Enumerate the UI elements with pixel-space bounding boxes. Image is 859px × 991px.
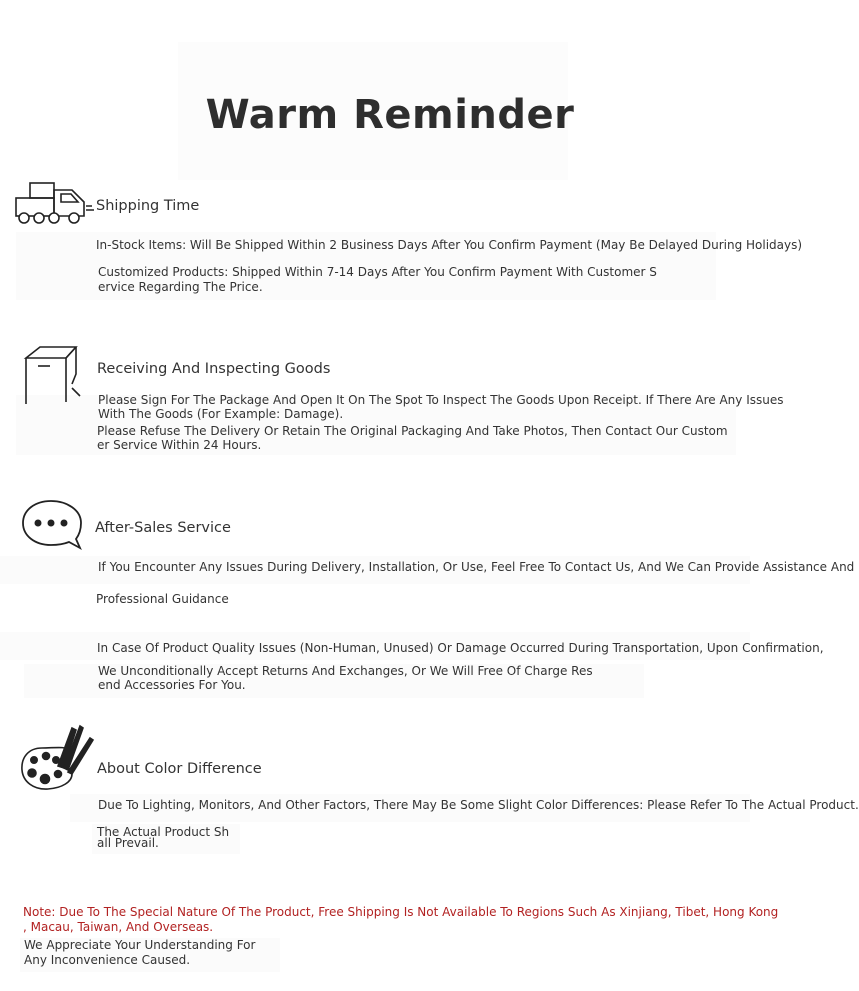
note-line-1: We Appreciate Your Understanding For <box>24 938 256 952</box>
truck-icon <box>14 180 98 226</box>
shipping-line-2: Customized Products: Shipped Within 7-14 Days After You Confirm Payment With Customer S <box>98 265 657 279</box>
package-box-icon <box>22 344 84 406</box>
receiving-line-3: Please Refuse The Delivery Or Retain The Original Packaging And Take Photos, Then Contact Our Custom <box>97 424 728 438</box>
note-red-line-1: Note: Due To The Special Nature Of The Product, Free Shipping Is Not Available To Regions Such As Xinjiang, Tibet, Hong Kong <box>23 905 779 919</box>
paint-palette-icon <box>20 722 96 792</box>
after-sales-line-3: In Case Of Product Quality Issues (Non-Human, Unused) Or Damage Occurred During Transportation, Upon Confirmation, <box>97 641 824 655</box>
color-line-3: all Prevail. <box>97 836 159 850</box>
shipping-line-1: In-Stock Items: Will Be Shipped Within 2 Business Days After You Confirm Payment (May Be Delayed During Holidays) <box>96 238 803 252</box>
after-sales-line-5: end Accessories For You. <box>98 678 246 692</box>
note-line-2: Any Inconvenience Caused. <box>24 953 191 967</box>
receiving-line-1: Please Sign For The Package And Open It On The Spot To Inspect The Goods Upon Receipt. If There Are Any Issues <box>98 393 784 407</box>
after-sales-line-1: If You Encounter Any Issues During Delivery, Installation, Or Use, Feel Free To Contact Us, And We Can Provide Assistance And <box>98 560 855 574</box>
after-sales-line-2: Professional Guidance <box>96 592 229 606</box>
receiving-line-2: With The Goods (For Example: Damage). <box>98 407 344 421</box>
section-heading-color: About Color Difference <box>97 761 262 777</box>
section-heading-receiving: Receiving And Inspecting Goods <box>97 361 331 377</box>
color-line-2: The Actual Product Sh <box>97 825 230 839</box>
shipping-line-3: ervice Regarding The Price. <box>98 280 263 294</box>
color-line-1: Due To Lighting, Monitors, And Other Factors, There May Be Some Slight Color Differences: Please Refer To The Actual Product. <box>98 798 859 812</box>
section-heading-shipping: Shipping Time <box>96 198 200 214</box>
receiving-line-4: er Service Within 24 Hours. <box>97 438 262 452</box>
section-heading-after-sales: After-Sales Service <box>95 520 231 536</box>
note-red-line-2: , Macau, Taiwan, And Overseas. <box>23 920 214 934</box>
after-sales-line-4: We Unconditionally Accept Returns And Exchanges, Or We Will Free Of Charge Res <box>98 664 593 678</box>
page-title: Warm Reminder <box>205 92 575 138</box>
chat-bubble-icon <box>20 498 84 552</box>
